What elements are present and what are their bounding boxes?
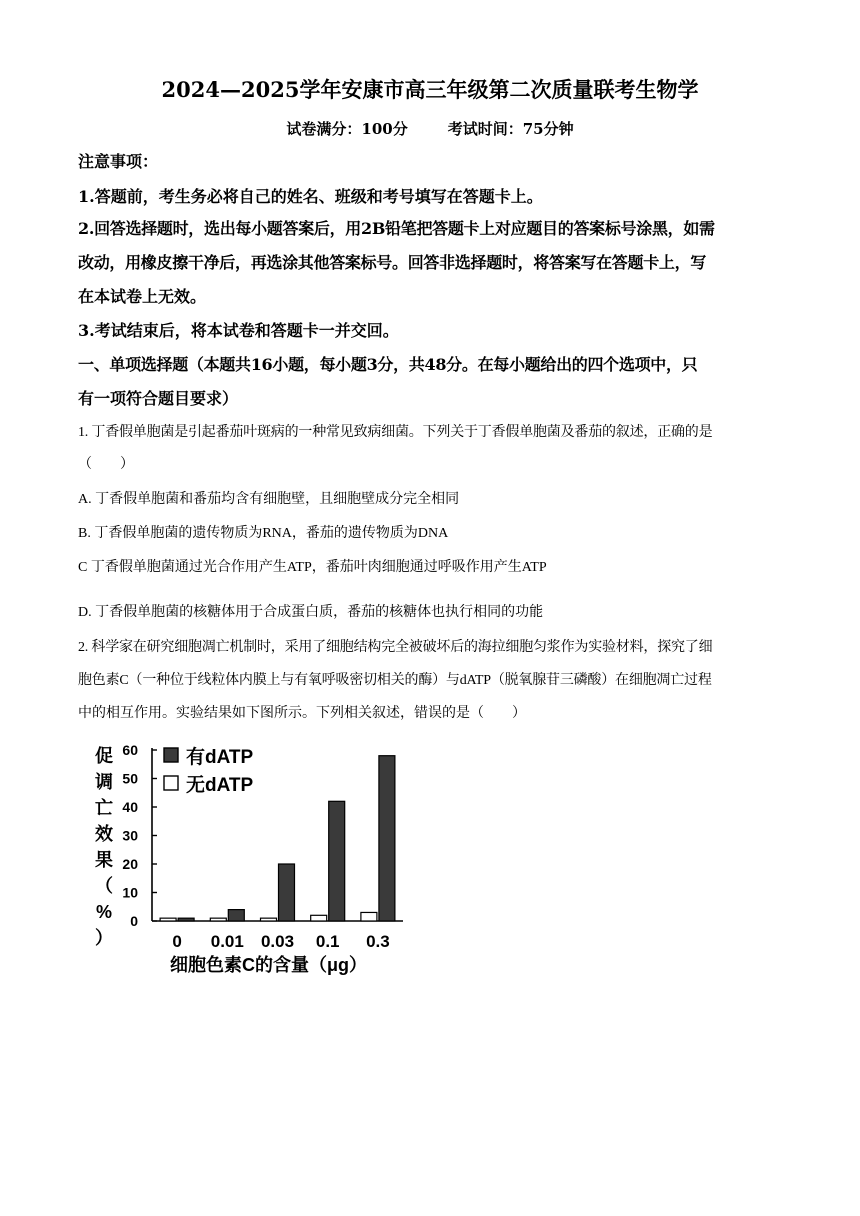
bar-no-datp-0.1 bbox=[311, 915, 327, 921]
bar-with-datp-0.03 bbox=[279, 864, 295, 921]
bar-no-datp-0.01 bbox=[210, 918, 226, 921]
notice-item-1: 1.答题前，考生务必将自己的姓名、班级和考号填写在答题卡上。 bbox=[78, 187, 543, 206]
q1-option-b: B. 丁香假单胞菌的遗传物质为RNA，番茄的遗传物质为DNA bbox=[78, 526, 449, 541]
axes bbox=[152, 748, 403, 921]
bar-no-datp-0.3 bbox=[361, 912, 377, 921]
x-tick-label: 0.03 bbox=[260, 932, 295, 951]
section-1-heading-line1: 一、单项选择题（本题共16小题，每小题3分，共48分。在每小题给出的四个选项中，只 bbox=[78, 355, 698, 374]
bar-with-datp-0.01 bbox=[228, 910, 244, 921]
q1-option-d: D. 丁香假单胞菌的核糖体用于合成蛋白质，番茄的核糖体也执行相同的功能 bbox=[78, 605, 544, 620]
notice-item-2-line3: 在本试卷上无效。 bbox=[78, 287, 207, 306]
notice-item-2-line2: 改动，用橡皮擦干净后，再选涂其他答案标号。回答非选择题时，将答案写在答题卡上，写 bbox=[78, 253, 707, 272]
exam-meta bbox=[0, 118, 860, 139]
section-1-heading-line2: 有一项符合题目要求） bbox=[78, 389, 239, 408]
q1-option-a: A. 丁香假单胞菌和番茄均含有细胞壁，且细胞壁成分完全相同 bbox=[78, 492, 460, 507]
y-label-char: 果 bbox=[95, 850, 113, 870]
x-axis-ticks bbox=[172, 932, 389, 951]
x-axis-label: 细胞色素C的含量（μg） bbox=[170, 955, 368, 975]
y-tick-label: 10 bbox=[122, 884, 138, 901]
notice-item-3: 3.考试结束后，将本试卷和答题卡一并交回。 bbox=[78, 321, 399, 340]
y-axis-label bbox=[95, 745, 113, 948]
q2-stem-line1: 2. 科学家在研究细胞凋亡机制时，采用了细胞结构完全被破坏后的海拉细胞匀浆作为实验材料，探究了细 bbox=[78, 640, 713, 655]
full-score: 试卷满分：100分 bbox=[286, 120, 408, 138]
legend-label: 有dATP bbox=[186, 747, 254, 768]
x-tick-label: 0.1 bbox=[315, 932, 340, 951]
exam-title: 2024—2025学年安康市高三年级第二次质量联考生物学 bbox=[161, 77, 699, 102]
legend-swatch bbox=[164, 748, 178, 762]
y-label-char: 效 bbox=[95, 824, 113, 844]
x-tick-label: 0 bbox=[172, 932, 182, 951]
y-label-char: （ bbox=[95, 876, 113, 896]
notice-item-2-line1: 2.回答选择题时，选出每小题答案后，用2B铅笔把答题卡上对应题目的答案标号涂黑，如需 bbox=[78, 219, 715, 238]
bar-with-datp-0 bbox=[178, 918, 194, 921]
bar-no-datp-0 bbox=[160, 918, 176, 921]
chart-legend bbox=[164, 745, 254, 796]
y-label-char: 亡 bbox=[95, 798, 113, 818]
legend-label: 无dATP bbox=[186, 775, 254, 796]
x-tick-label: 0.3 bbox=[366, 932, 390, 951]
bar-with-datp-0.3 bbox=[379, 756, 395, 921]
y-tick-label: 0 bbox=[130, 913, 138, 929]
x-tick-label: 0.01 bbox=[210, 932, 244, 951]
y-tick-label: 60 bbox=[122, 742, 138, 758]
bar-no-datp-0.03 bbox=[261, 918, 277, 921]
y-tick-label: 40 bbox=[122, 799, 138, 815]
y-tick-label: 20 bbox=[122, 856, 138, 872]
exam-time: 考试时间：75分钟 bbox=[447, 120, 574, 138]
bar-with-datp-0.1 bbox=[329, 801, 345, 921]
q1-option-c: C 丁香假单胞菌通过光合作用产生ATP，番茄叶肉细胞通过呼吸作用产生ATP bbox=[78, 560, 547, 575]
q1-stem-line1: 1. 丁香假单胞菌是引起番茄叶斑病的一种常见致病细菌。下列关于丁香假单胞菌及番茄的叙述，正确的是 bbox=[78, 425, 713, 440]
q2-stem-line2: 胞色素C（一种位于线粒体内膜上与有氧呼吸密切相关的酶）与dATP（脱氧腺苷三磷酸）在细胞凋亡过程 bbox=[78, 673, 712, 688]
y-label-char: 调 bbox=[95, 772, 113, 792]
legend-swatch bbox=[164, 776, 178, 790]
y-tick-label: 50 bbox=[122, 770, 138, 787]
y-label-char: ） bbox=[95, 928, 113, 948]
notice-heading: 注意事项： bbox=[78, 152, 159, 171]
q2-stem-line3: 中的相互作用。实验结果如下图所示。下列相关叙述，错误的是（ ） bbox=[78, 706, 526, 721]
apoptosis-bar-chart bbox=[88, 730, 428, 982]
y-label-char: % bbox=[95, 902, 113, 922]
y-tick-label: 30 bbox=[122, 827, 138, 844]
q1-stem-line2: （ ） bbox=[78, 457, 134, 472]
y-label-char: 促 bbox=[95, 746, 113, 766]
